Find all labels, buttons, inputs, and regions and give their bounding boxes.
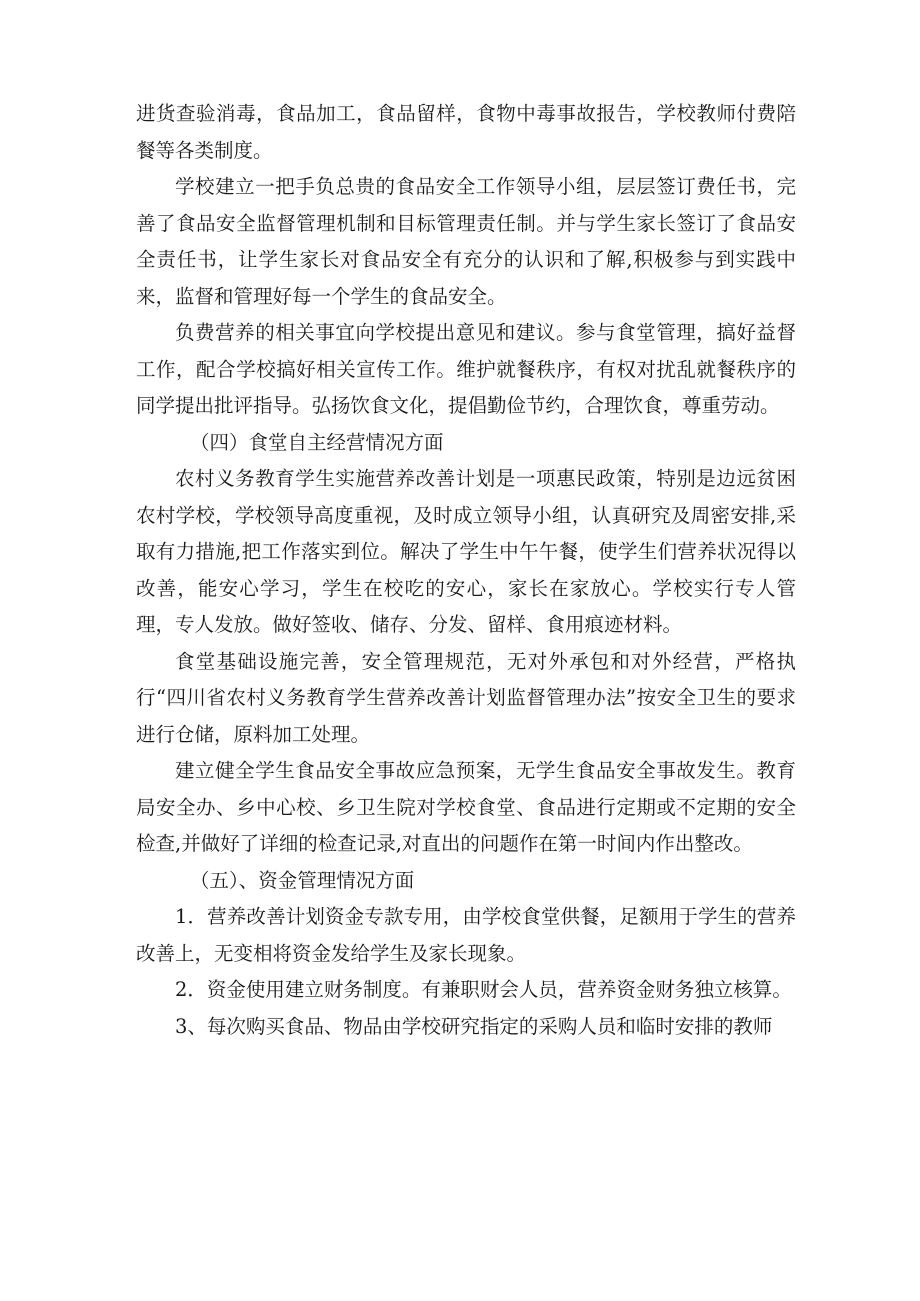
paragraph-canteen-facilities: 食堂基础设施完善，安全管理规范，无对外承包和对外经营，严格执行“四川省农村义务教育学生营养改善计划监督管理办法”按安全卫生的要求进行仓储，原料加工处理。 [136,649,796,746]
paragraph-emergency-plan: 建立健全学生食品安全事故应急预案，无学生食品安全事故发生。教育局安全办、乡中心校、乡卫生院对学校食堂、食品进行定期或不定期的安全检查,并做好了详细的检查记录,对直出的问题作在第一时间内作出整改。 [136,759,796,855]
list-item-2: 2．资金使用建立财务制度。有兼职财会人员，营养资金财务独立核算。 [175,978,792,1001]
paragraph-leadership-group: 学校建立一把手负总贵的食品安全工作领导小组，层层签订费任书，完善了食品安全监督管理机制和目标管理责任制。并与学生家长签订了食品安全责任书，让学生家长对食品安全有充分的认识和了解,积极参与到实践中来，监督和管理好每一个学生的食品安全。 [136,175,796,308]
list-item-1: 1．营养改善计划资金专款专用，由学校食堂供餐，足额用于学生的营养改善上，无变相将资金发给学生及家长现象。 [136,905,796,965]
paragraph-nutrition-plan: 农村义务教育学生实施营养改善计划是一项惠民政策，特别是边远贫困农村学校，学校领导高度重视，及时成立领导小组，认真研究及周密安排,采取有力措施,把工作落实到位。解决了学生中午午餐，使学生们营养状况得以改善，能安心学习，学生在校吃的安心，家长在家放心。学校实行专人管理，专人发放。做好签收、储存、分发、留样、食用痕迹材料。 [136,467,796,636]
list-item-3: 3、每次购买食品、物品由学校研究指定的采购人员和临时安排的教师 [175,1014,773,1038]
section-heading-canteen-operation: （四）食堂自主经营情况方面 [190,430,444,454]
paragraph-continuation: 进货查验消毒，食品加工，食品留样，食物中毒事故报告，学校教师付费陪餐等各类制度。 [136,102,796,162]
document-body [136,96,796,1045]
section-heading-fund-management: （五）、资金管理情况方面 [190,868,415,892]
paragraph-committee-duties: 负费营养的相关事宜向学校提出意见和建议。参与食堂管理，搞好益督工作，配合学校搞好相关宣传工作。维护就餐秩序，有权对扰乱就餐秩序的同学提出批评指导。弘扬饮食文化，提倡勤俭节约，合理饮食，尊重劳动。 [136,321,796,417]
